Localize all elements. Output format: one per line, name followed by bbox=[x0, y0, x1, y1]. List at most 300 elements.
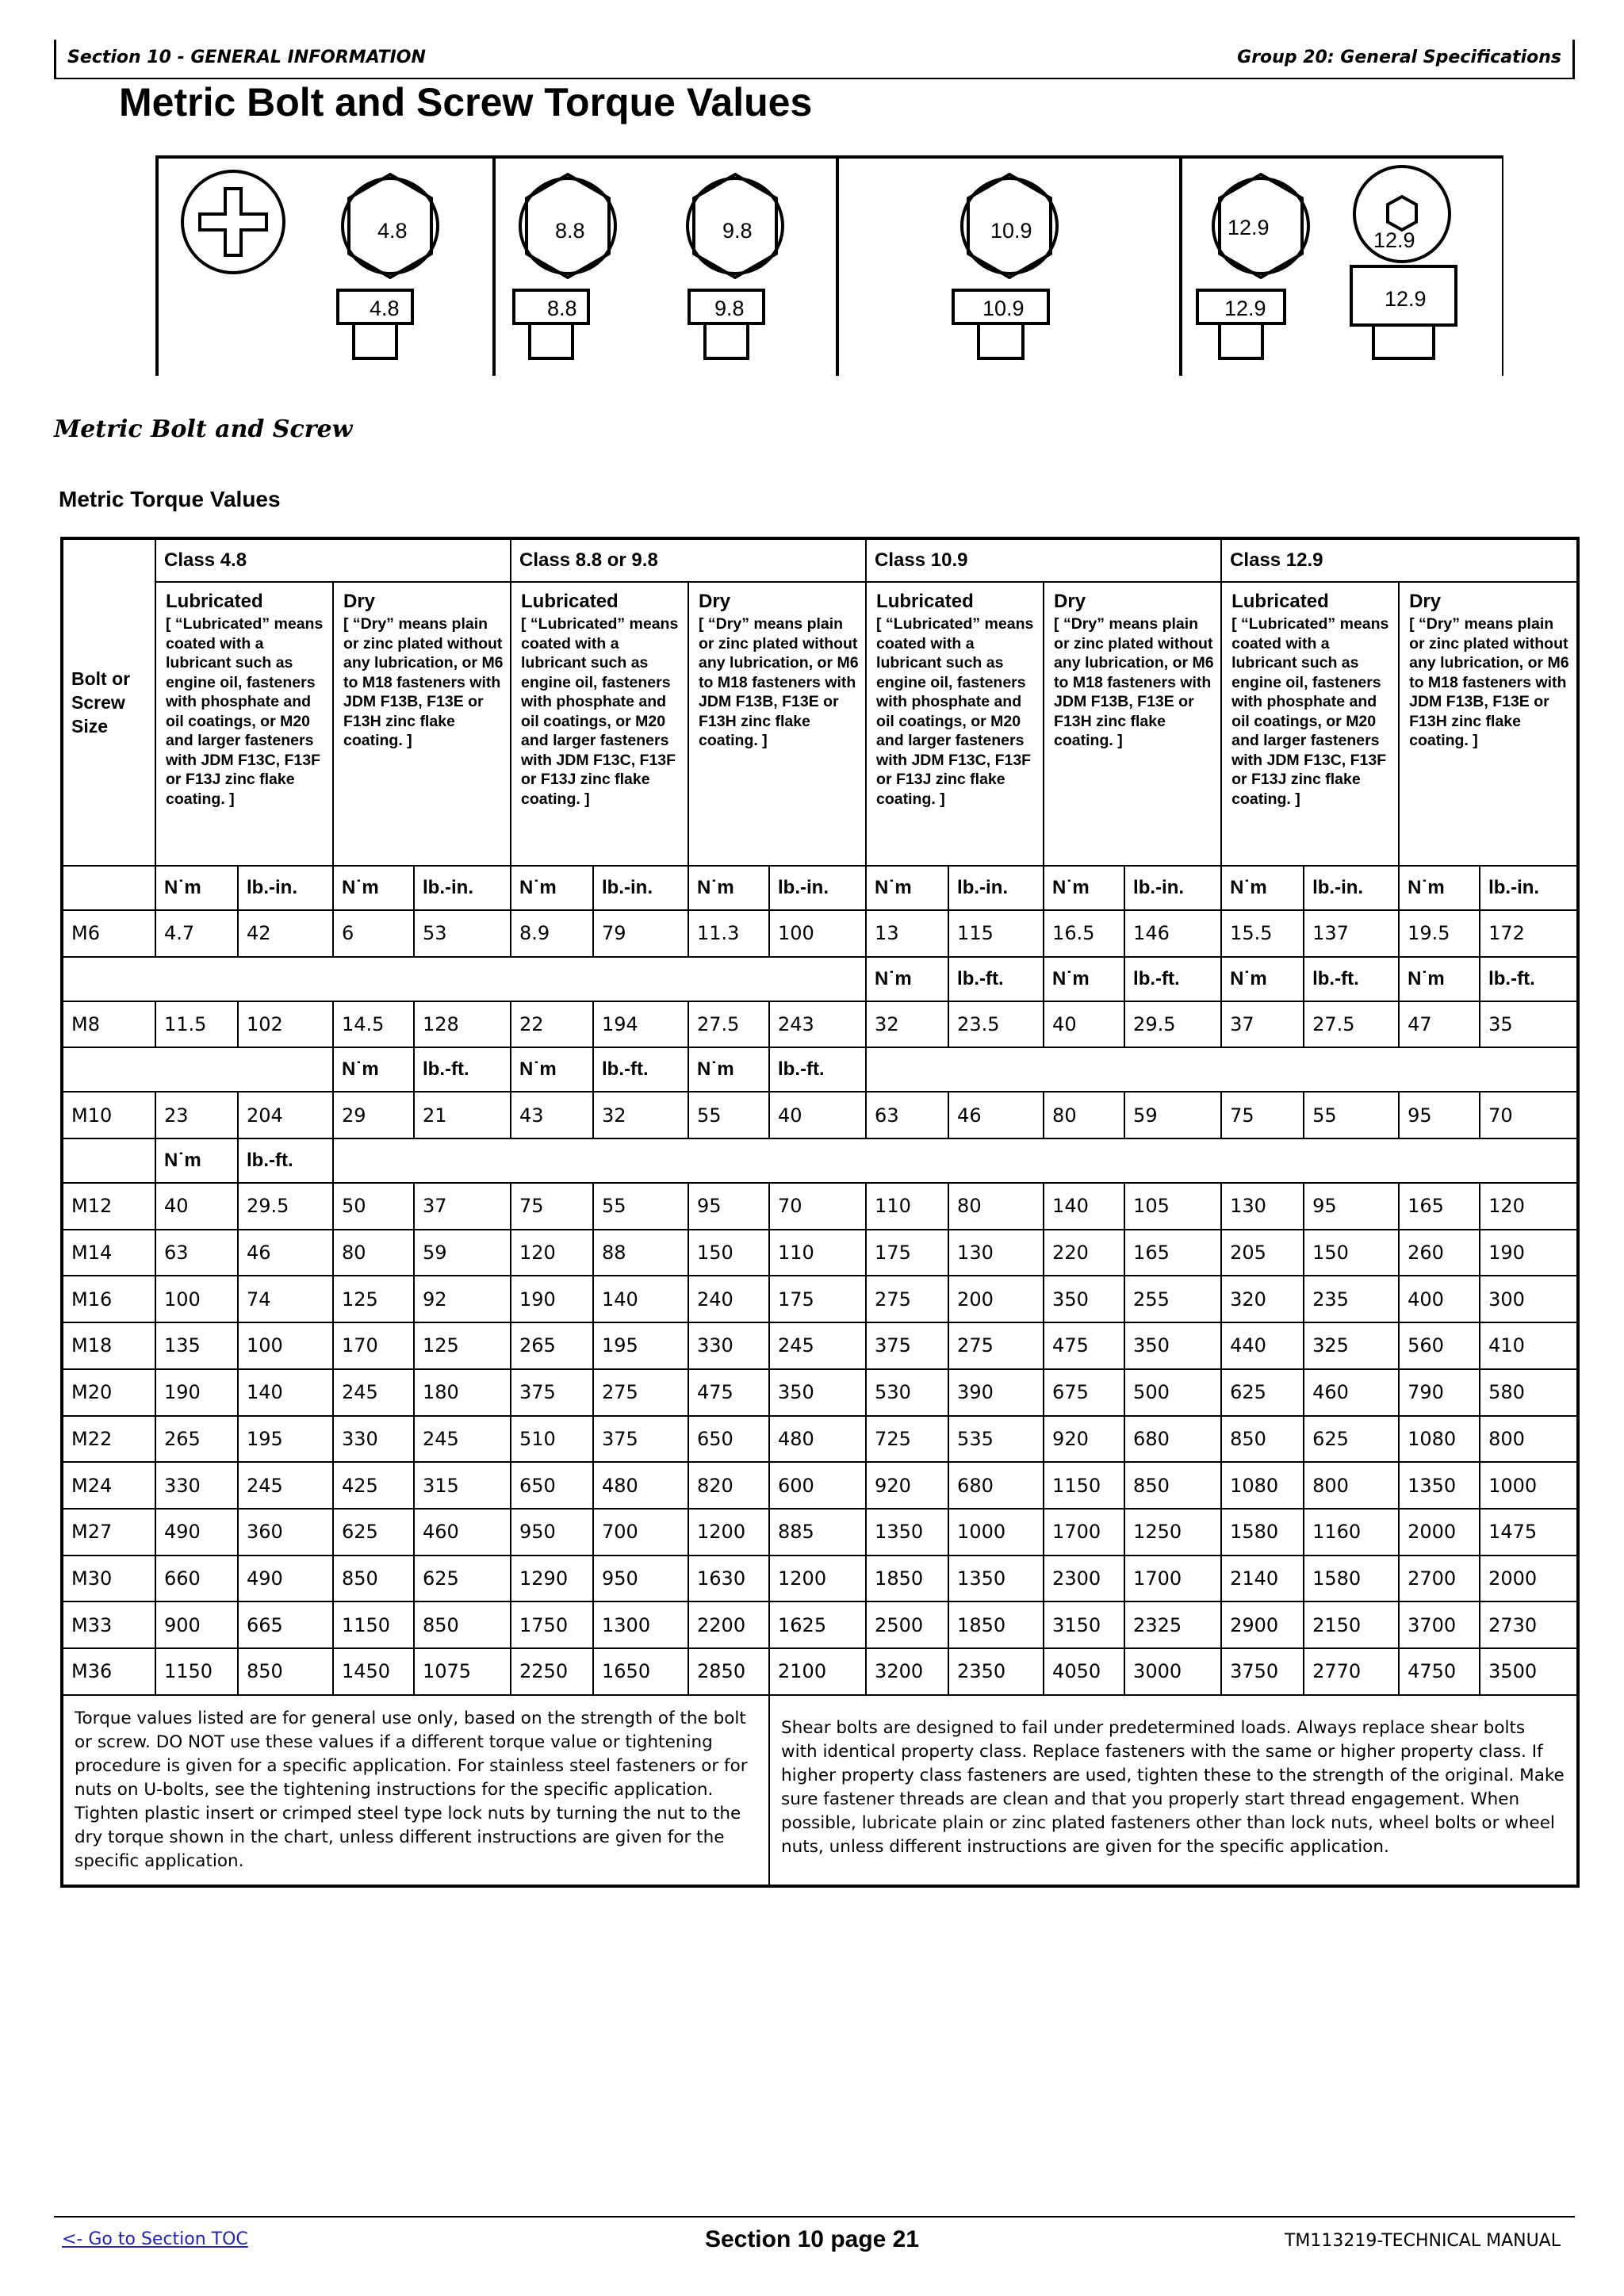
notes-row bbox=[62, 1695, 1578, 1886]
svg-text:12.9: 12.9 bbox=[1228, 216, 1270, 239]
torque-value: 15.5 bbox=[1221, 910, 1304, 957]
unit-lbft: lb.-ft. bbox=[414, 1047, 511, 1092]
bolt-size: M8 bbox=[62, 1001, 155, 1048]
torque-value: 1450 bbox=[333, 1648, 414, 1695]
torque-value: 204 bbox=[238, 1092, 333, 1138]
bolt-size: M24 bbox=[62, 1462, 155, 1509]
torque-value: 920 bbox=[1044, 1416, 1124, 1463]
torque-value: 350 bbox=[769, 1369, 866, 1416]
unit-lbin: lb.-in. bbox=[769, 866, 866, 910]
torque-value: 1290 bbox=[511, 1556, 593, 1602]
torque-value: 490 bbox=[238, 1556, 333, 1602]
torque-value: 2700 bbox=[1399, 1556, 1480, 1602]
torque-value: 40 bbox=[769, 1092, 866, 1138]
torque-value: 11.5 bbox=[155, 1001, 238, 1048]
unit-lbft: lb.-ft. bbox=[1480, 957, 1578, 1001]
torque-value: 1350 bbox=[1399, 1462, 1480, 1509]
page-title: Metric Bolt and Screw Torque Values bbox=[119, 80, 813, 124]
table-row bbox=[62, 1556, 1578, 1602]
torque-value: 2325 bbox=[1124, 1601, 1221, 1648]
torque-value: 88 bbox=[593, 1230, 688, 1276]
torque-value: 1700 bbox=[1124, 1556, 1221, 1602]
torque-value: 46 bbox=[238, 1230, 333, 1276]
torque-value: 480 bbox=[769, 1416, 866, 1463]
torque-value: 2200 bbox=[688, 1601, 769, 1648]
unit-nm: N˙m bbox=[333, 866, 414, 910]
torque-value: 800 bbox=[1480, 1416, 1578, 1463]
torque-value: 79 bbox=[593, 910, 688, 957]
section-subtitle: Metric Bolt and Screw bbox=[54, 415, 353, 443]
torque-value: 22 bbox=[511, 1001, 593, 1048]
torque-value: 375 bbox=[511, 1369, 593, 1416]
torque-value: 80 bbox=[1044, 1092, 1124, 1138]
torque-value: 625 bbox=[414, 1556, 511, 1602]
torque-value: 53 bbox=[414, 910, 511, 957]
dry-text: [ “Dry” means plain or zinc plated without any lubrication, or M6 to M18 fasteners with JDM F13B, F13E or F13H zinc flake coating. ] bbox=[1054, 615, 1214, 749]
page-header bbox=[54, 40, 1575, 79]
torque-value: 2770 bbox=[1304, 1648, 1399, 1695]
class-header: Class 10.9 bbox=[866, 538, 1221, 582]
torque-value: 43 bbox=[511, 1092, 593, 1138]
svg-text:4.8: 4.8 bbox=[377, 219, 408, 243]
svg-text:8.8: 8.8 bbox=[547, 297, 577, 320]
torque-value: 32 bbox=[593, 1092, 688, 1138]
unit-nm: N˙m bbox=[1221, 957, 1304, 1001]
torque-value: 1250 bbox=[1124, 1509, 1221, 1556]
unit-lbft: lb.-ft. bbox=[948, 957, 1044, 1001]
torque-value: 325 bbox=[1304, 1322, 1399, 1369]
torque-value: 1075 bbox=[414, 1648, 511, 1695]
torque-value: 80 bbox=[948, 1183, 1044, 1230]
unit-nm: N˙m bbox=[1399, 957, 1480, 1001]
torque-value: 1650 bbox=[593, 1648, 688, 1695]
torque-value: 23.5 bbox=[948, 1001, 1044, 1048]
torque-value: 95 bbox=[1304, 1183, 1399, 1230]
dry-title: Dry bbox=[1409, 591, 1442, 612]
unit-row-lbft-m8 bbox=[62, 957, 1578, 1001]
class-header-row bbox=[62, 538, 1578, 582]
blank-cell bbox=[62, 866, 155, 910]
svg-text:4.8: 4.8 bbox=[370, 297, 400, 320]
unit-lbin: lb.-in. bbox=[1124, 866, 1221, 910]
dry-text: [ “Dry” means plain or zinc plated without any lubrication, or M6 to M18 fasteners with JDM F13B, F13E or F13H zinc flake coating. ] bbox=[699, 615, 859, 749]
torque-value: 195 bbox=[593, 1322, 688, 1369]
lubricated-text: [ “Lubricated” means coated with a lubricant such as engine oil, fasteners with phosphate and oil coatings, or M20 and larger fasteners with JDM F13C, F13F or F13J zinc flake coating. ] bbox=[1231, 615, 1389, 808]
torque-value: 850 bbox=[238, 1648, 333, 1695]
torque-value: 330 bbox=[688, 1322, 769, 1369]
torque-value: 885 bbox=[769, 1509, 866, 1556]
torque-value: 2900 bbox=[1221, 1601, 1304, 1648]
torque-value: 3500 bbox=[1480, 1648, 1578, 1695]
torque-value: 32 bbox=[866, 1001, 948, 1048]
torque-value: 37 bbox=[414, 1183, 511, 1230]
torque-value: 265 bbox=[155, 1416, 238, 1463]
torque-value: 130 bbox=[948, 1230, 1044, 1276]
torque-value: 23 bbox=[155, 1092, 238, 1138]
lubricated-description bbox=[1221, 582, 1399, 866]
torque-value: 245 bbox=[238, 1462, 333, 1509]
torque-value: 195 bbox=[238, 1416, 333, 1463]
svg-text:12.9: 12.9 bbox=[1385, 287, 1427, 311]
torque-value: 140 bbox=[238, 1369, 333, 1416]
svg-text:10.9: 10.9 bbox=[990, 219, 1032, 243]
torque-value: 625 bbox=[1221, 1369, 1304, 1416]
unit-lbft: lb.-ft. bbox=[769, 1047, 866, 1092]
unit-lbin: lb.-in. bbox=[1304, 866, 1399, 910]
dry-text: [ “Dry” means plain or zinc plated without any lubrication, or M6 to M18 fasteners with JDM F13B, F13E or F13H zinc flake coating. ] bbox=[1409, 615, 1569, 749]
torque-value: 74 bbox=[238, 1276, 333, 1322]
unit-row-lbin bbox=[62, 866, 1578, 910]
unit-nm: N˙m bbox=[155, 866, 238, 910]
dry-description bbox=[688, 582, 866, 866]
torque-value: 110 bbox=[769, 1230, 866, 1276]
torque-value: 135 bbox=[155, 1322, 238, 1369]
torque-value: 115 bbox=[948, 910, 1044, 957]
torque-value: 59 bbox=[1124, 1092, 1221, 1138]
torque-value: 475 bbox=[688, 1369, 769, 1416]
torque-value: 6 bbox=[333, 910, 414, 957]
unit-nm: N˙m bbox=[866, 866, 948, 910]
torque-value: 1080 bbox=[1399, 1416, 1480, 1463]
torque-value: 460 bbox=[1304, 1369, 1399, 1416]
torque-value: 535 bbox=[948, 1416, 1044, 1463]
torque-value: 850 bbox=[1221, 1416, 1304, 1463]
table-row bbox=[62, 1183, 1578, 1230]
torque-value: 475 bbox=[1044, 1322, 1124, 1369]
torque-value: 4050 bbox=[1044, 1648, 1124, 1695]
torque-value: 850 bbox=[414, 1601, 511, 1648]
torque-value: 1300 bbox=[593, 1601, 688, 1648]
blank-cell bbox=[62, 1047, 333, 1092]
torque-value: 2300 bbox=[1044, 1556, 1124, 1602]
bolt-size: M33 bbox=[62, 1601, 155, 1648]
torque-value: 920 bbox=[866, 1462, 948, 1509]
lubricated-description bbox=[866, 582, 1044, 866]
unit-nm: N˙m bbox=[155, 1138, 238, 1183]
torque-value: 725 bbox=[866, 1416, 948, 1463]
torque-value: 19.5 bbox=[1399, 910, 1480, 957]
svg-text:10.9: 10.9 bbox=[982, 297, 1025, 320]
lubricated-description bbox=[511, 582, 688, 866]
torque-value: 165 bbox=[1124, 1230, 1221, 1276]
bolt-size: M27 bbox=[62, 1509, 155, 1556]
torque-value: 800 bbox=[1304, 1462, 1399, 1509]
bolt-size: M36 bbox=[62, 1648, 155, 1695]
unit-lbft: lb.-ft. bbox=[1304, 957, 1399, 1001]
blank-cell bbox=[866, 1047, 1578, 1092]
torque-value: 1000 bbox=[948, 1509, 1044, 1556]
unit-nm: N˙m bbox=[688, 1047, 769, 1092]
torque-value: 46 bbox=[948, 1092, 1044, 1138]
torque-value: 137 bbox=[1304, 910, 1399, 957]
torque-value: 820 bbox=[688, 1462, 769, 1509]
torque-value: 315 bbox=[414, 1462, 511, 1509]
torque-value: 790 bbox=[1399, 1369, 1480, 1416]
torque-value: 950 bbox=[593, 1556, 688, 1602]
dry-title: Dry bbox=[343, 591, 376, 612]
table-row bbox=[62, 1322, 1578, 1369]
torque-value: 275 bbox=[866, 1276, 948, 1322]
torque-value: 410 bbox=[1480, 1322, 1578, 1369]
torque-value: 950 bbox=[511, 1509, 593, 1556]
lubricated-text: [ “Lubricated” means coated with a lubricant such as engine oil, fasteners with phosphate and oil coatings, or M20 and larger fasteners with JDM F13C, F13F or F13J zinc flake coating. ] bbox=[166, 615, 324, 808]
torque-value: 660 bbox=[155, 1556, 238, 1602]
torque-value: 11.3 bbox=[688, 910, 769, 957]
dry-text: [ “Dry” means plain or zinc plated without any lubrication, or M6 to M18 fasteners with JDM F13B, F13E or F13H zinc flake coating. ] bbox=[343, 615, 504, 749]
torque-value: 150 bbox=[1304, 1230, 1399, 1276]
unit-lbft: lb.-ft. bbox=[593, 1047, 688, 1092]
footer-rule bbox=[54, 2216, 1575, 2218]
torque-value: 275 bbox=[948, 1322, 1044, 1369]
group-title: Group 20: General Specifications bbox=[1237, 48, 1561, 67]
unit-nm: N˙m bbox=[511, 866, 593, 910]
dry-description bbox=[333, 582, 511, 866]
torque-value: 625 bbox=[333, 1509, 414, 1556]
torque-value: 480 bbox=[593, 1462, 688, 1509]
torque-value: 300 bbox=[1480, 1276, 1578, 1322]
torque-value: 1350 bbox=[866, 1509, 948, 1556]
torque-value: 320 bbox=[1221, 1276, 1304, 1322]
torque-value: 4.7 bbox=[155, 910, 238, 957]
torque-value: 1200 bbox=[688, 1509, 769, 1556]
torque-value: 530 bbox=[866, 1369, 948, 1416]
svg-text:8.8: 8.8 bbox=[555, 219, 585, 243]
torque-value: 14.5 bbox=[333, 1001, 414, 1048]
torque-value: 460 bbox=[414, 1509, 511, 1556]
torque-value: 440 bbox=[1221, 1322, 1304, 1369]
svg-text:9.8: 9.8 bbox=[714, 297, 745, 320]
unit-nm: N˙m bbox=[1044, 866, 1124, 910]
torque-value: 900 bbox=[155, 1601, 238, 1648]
torque-table bbox=[60, 537, 1580, 1888]
table-row bbox=[62, 1416, 1578, 1463]
dry-description bbox=[1399, 582, 1578, 866]
torque-value: 243 bbox=[769, 1001, 866, 1048]
torque-value: 2150 bbox=[1304, 1601, 1399, 1648]
torque-value: 95 bbox=[1399, 1092, 1480, 1138]
torque-value: 1700 bbox=[1044, 1509, 1124, 1556]
unit-row-lbft-m10 bbox=[62, 1047, 1578, 1092]
torque-value: 1625 bbox=[769, 1601, 866, 1648]
svg-text:9.8: 9.8 bbox=[722, 219, 753, 243]
socket-side-12.9 bbox=[1351, 266, 1456, 358]
torque-value: 35 bbox=[1480, 1001, 1578, 1048]
torque-value: 360 bbox=[238, 1509, 333, 1556]
torque-value: 3000 bbox=[1124, 1648, 1221, 1695]
torque-value: 850 bbox=[1124, 1462, 1221, 1509]
table-row bbox=[62, 1230, 1578, 1276]
bolt-size: M16 bbox=[62, 1276, 155, 1322]
torque-value: 2000 bbox=[1480, 1556, 1578, 1602]
bolt-size: M22 bbox=[62, 1416, 155, 1463]
torque-value: 110 bbox=[866, 1183, 948, 1230]
torque-value: 190 bbox=[155, 1369, 238, 1416]
table-row bbox=[62, 1001, 1578, 1048]
bolt-size: M14 bbox=[62, 1230, 155, 1276]
bolt-size: M6 bbox=[62, 910, 155, 957]
unit-nm: N˙m bbox=[333, 1047, 414, 1092]
torque-value: 8.9 bbox=[511, 910, 593, 957]
torque-value: 47 bbox=[1399, 1001, 1480, 1048]
torque-value: 600 bbox=[769, 1462, 866, 1509]
torque-value: 1350 bbox=[948, 1556, 1044, 1602]
torque-value: 125 bbox=[333, 1276, 414, 1322]
bolt-size-header: Bolt or Screw Size bbox=[62, 538, 155, 866]
torque-value: 120 bbox=[1480, 1183, 1578, 1230]
torque-value: 245 bbox=[769, 1322, 866, 1369]
torque-value: 100 bbox=[155, 1276, 238, 1322]
bolt-size: M12 bbox=[62, 1183, 155, 1230]
torque-value: 50 bbox=[333, 1183, 414, 1230]
bolt-heads-figure bbox=[155, 155, 1503, 376]
torque-value: 180 bbox=[414, 1369, 511, 1416]
torque-value: 3700 bbox=[1399, 1601, 1480, 1648]
table-row bbox=[62, 1601, 1578, 1648]
torque-value: 2730 bbox=[1480, 1601, 1578, 1648]
torque-value: 425 bbox=[333, 1462, 414, 1509]
lubricated-title: Lubricated bbox=[521, 591, 619, 612]
torque-value: 140 bbox=[593, 1276, 688, 1322]
condition-row bbox=[62, 582, 1578, 866]
manual-id: TM113219-TECHNICAL MANUAL bbox=[1284, 2231, 1561, 2251]
unit-nm: N˙m bbox=[1399, 866, 1480, 910]
class-header: Class 4.8 bbox=[155, 538, 511, 582]
torque-value: 265 bbox=[511, 1322, 593, 1369]
torque-value: 1750 bbox=[511, 1601, 593, 1648]
torque-value: 190 bbox=[511, 1276, 593, 1322]
torque-value: 580 bbox=[1480, 1369, 1578, 1416]
general-use-note: Torque values listed are for general use only, based on the strength of the bolt or screw. DO NOT use these values if a different torque value or tightening procedure is given for a specific application. For stainless steel fasteners or for nuts on U-bolts, see the tightening instructions for the specific application. Tighten plastic insert or crimped steel type lock nuts by turning the nut to the dry torque shown in the chart, unless different instructions are given for the specific application. bbox=[62, 1695, 769, 1886]
torque-value: 194 bbox=[593, 1001, 688, 1048]
torque-value: 2500 bbox=[866, 1601, 948, 1648]
torque-value: 255 bbox=[1124, 1276, 1221, 1322]
torque-value: 560 bbox=[1399, 1322, 1480, 1369]
torque-value: 245 bbox=[333, 1369, 414, 1416]
unit-lbin: lb.-in. bbox=[1480, 866, 1578, 910]
torque-value: 40 bbox=[1044, 1001, 1124, 1048]
torque-value: 2140 bbox=[1221, 1556, 1304, 1602]
unit-lbft: lb.-ft. bbox=[238, 1138, 333, 1183]
bolt-size: M18 bbox=[62, 1322, 155, 1369]
lubricated-description bbox=[155, 582, 333, 866]
dry-title: Dry bbox=[1054, 591, 1086, 612]
torque-value: 1580 bbox=[1304, 1556, 1399, 1602]
torque-value: 70 bbox=[1480, 1092, 1578, 1138]
torque-value: 665 bbox=[238, 1601, 333, 1648]
torque-value: 650 bbox=[688, 1416, 769, 1463]
unit-lbin: lb.-in. bbox=[948, 866, 1044, 910]
torque-value: 205 bbox=[1221, 1230, 1304, 1276]
torque-value: 42 bbox=[238, 910, 333, 957]
blank-cell bbox=[333, 1138, 1578, 1183]
torque-value: 1150 bbox=[1044, 1462, 1124, 1509]
torque-value: 29.5 bbox=[238, 1183, 333, 1230]
torque-value: 120 bbox=[511, 1230, 593, 1276]
torque-value: 175 bbox=[866, 1230, 948, 1276]
table-caption: Metric Torque Values bbox=[59, 487, 281, 511]
bolt-size: M20 bbox=[62, 1369, 155, 1416]
torque-value: 680 bbox=[948, 1462, 1044, 1509]
torque-value: 75 bbox=[511, 1183, 593, 1230]
table-row bbox=[62, 1369, 1578, 1416]
torque-value: 1200 bbox=[769, 1556, 866, 1602]
torque-value: 165 bbox=[1399, 1183, 1480, 1230]
torque-value: 400 bbox=[1399, 1276, 1480, 1322]
torque-value: 350 bbox=[1044, 1276, 1124, 1322]
torque-value: 2250 bbox=[511, 1648, 593, 1695]
torque-value: 100 bbox=[238, 1322, 333, 1369]
torque-value: 275 bbox=[593, 1369, 688, 1416]
bolt-size: M10 bbox=[62, 1092, 155, 1138]
torque-value: 29 bbox=[333, 1092, 414, 1138]
torque-value: 1475 bbox=[1480, 1509, 1578, 1556]
section-toc-link[interactable]: <- Go to Section TOC bbox=[62, 2229, 248, 2249]
table-row bbox=[62, 910, 1578, 957]
torque-value: 330 bbox=[155, 1462, 238, 1509]
torque-value: 172 bbox=[1480, 910, 1578, 957]
torque-value: 700 bbox=[593, 1509, 688, 1556]
bolt-size: M30 bbox=[62, 1556, 155, 1602]
torque-value: 70 bbox=[769, 1183, 866, 1230]
torque-value: 500 bbox=[1124, 1369, 1221, 1416]
table-row bbox=[62, 1648, 1578, 1695]
torque-value: 3750 bbox=[1221, 1648, 1304, 1695]
blank-cell bbox=[62, 957, 866, 1001]
torque-value: 390 bbox=[948, 1369, 1044, 1416]
torque-value: 40 bbox=[155, 1183, 238, 1230]
torque-value: 27.5 bbox=[688, 1001, 769, 1048]
torque-value: 55 bbox=[1304, 1092, 1399, 1138]
torque-value: 140 bbox=[1044, 1183, 1124, 1230]
blank-cell bbox=[62, 1138, 155, 1183]
class-header: Class 8.8 or 9.8 bbox=[511, 538, 866, 582]
torque-value: 1150 bbox=[333, 1601, 414, 1648]
torque-value: 95 bbox=[688, 1183, 769, 1230]
torque-value: 75 bbox=[1221, 1092, 1304, 1138]
unit-nm: N˙m bbox=[866, 957, 948, 1001]
torque-value: 350 bbox=[1124, 1322, 1221, 1369]
torque-value: 650 bbox=[511, 1462, 593, 1509]
torque-value: 625 bbox=[1304, 1416, 1399, 1463]
lubricated-text: [ “Lubricated” means coated with a lubricant such as engine oil, fasteners with phosphate and oil coatings, or M20 and larger fasteners with JDM F13C, F13F or F13J zinc flake coating. ] bbox=[876, 615, 1034, 808]
torque-value: 190 bbox=[1480, 1230, 1578, 1276]
torque-value: 1000 bbox=[1480, 1462, 1578, 1509]
unit-lbin: lb.-in. bbox=[414, 866, 511, 910]
torque-value: 3150 bbox=[1044, 1601, 1124, 1648]
section-title: Section 10 - GENERAL INFORMATION bbox=[67, 48, 426, 67]
torque-value: 100 bbox=[769, 910, 866, 957]
torque-value: 13 bbox=[866, 910, 948, 957]
torque-value: 235 bbox=[1304, 1276, 1399, 1322]
unit-nm: N˙m bbox=[1044, 957, 1124, 1001]
torque-value: 675 bbox=[1044, 1369, 1124, 1416]
torque-value: 102 bbox=[238, 1001, 333, 1048]
torque-value: 2350 bbox=[948, 1648, 1044, 1695]
torque-value: 1160 bbox=[1304, 1509, 1399, 1556]
torque-value: 240 bbox=[688, 1276, 769, 1322]
torque-value: 260 bbox=[1399, 1230, 1480, 1276]
torque-value: 63 bbox=[866, 1092, 948, 1138]
torque-value: 21 bbox=[414, 1092, 511, 1138]
unit-nm: N˙m bbox=[1221, 866, 1304, 910]
torque-value: 330 bbox=[333, 1416, 414, 1463]
torque-value: 175 bbox=[769, 1276, 866, 1322]
torque-value: 1150 bbox=[155, 1648, 238, 1695]
svg-text:12.9: 12.9 bbox=[1224, 297, 1266, 320]
shear-bolt-note: Shear bolts are designed to fail under predetermined loads. Always replace shear bolts with identical property class. Replace fasteners with the same or higher property class. If higher property class fasteners are used, tighten these to the strength of the original. Make sure fastener threads are clean and that you properly start thread engagement. When possible, lubricate plain or zinc plated fasteners other than lock nuts, wheel bolts or wheel nuts, unless different instructions are given for the specific application. bbox=[769, 1695, 1578, 1886]
lubricated-title: Lubricated bbox=[876, 591, 974, 612]
torque-value: 170 bbox=[333, 1322, 414, 1369]
